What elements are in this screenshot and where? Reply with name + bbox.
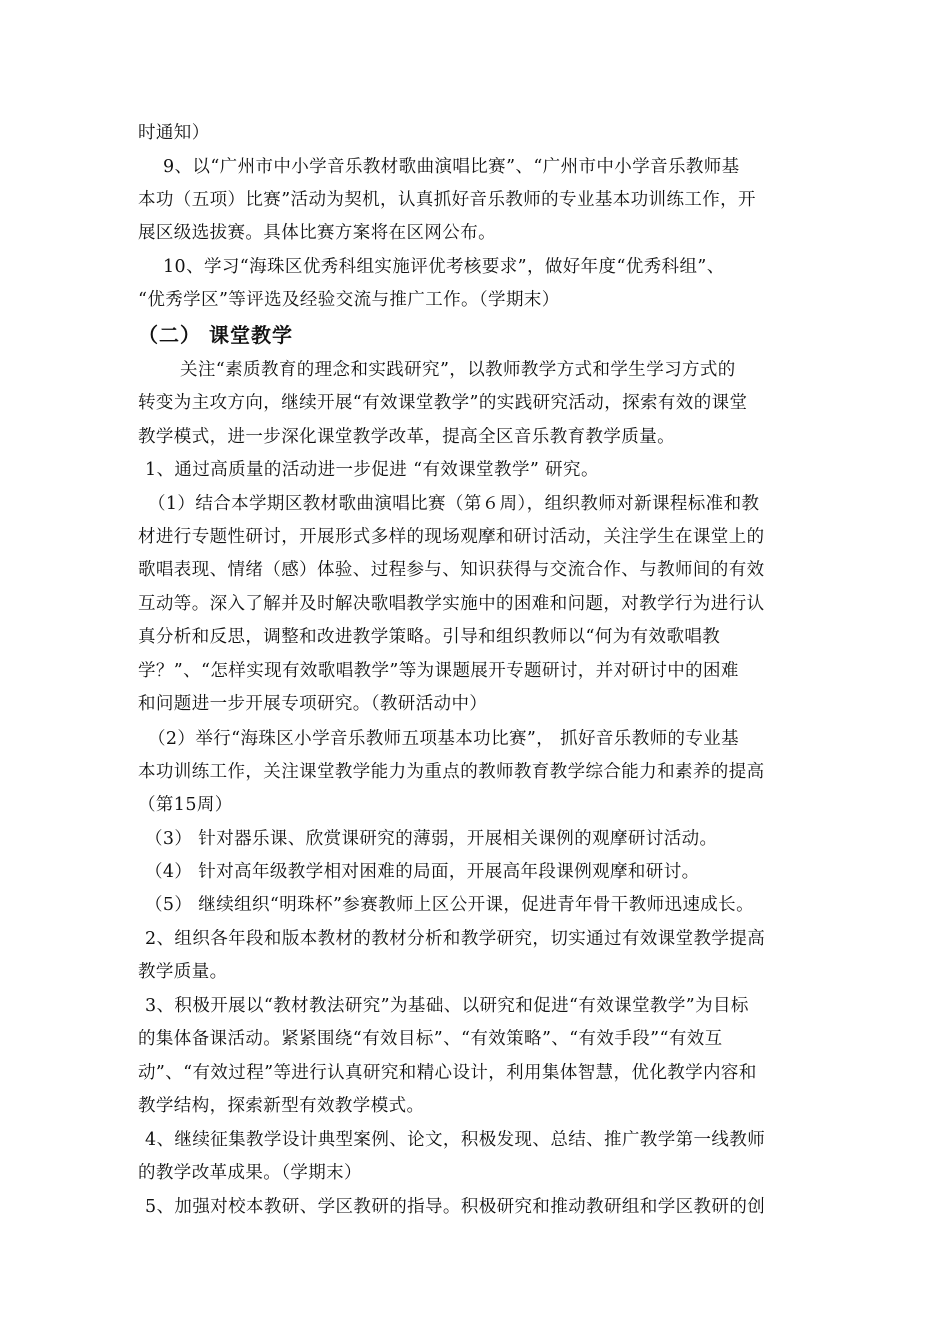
text-line: 教学模式，进一步深化课堂教学改革，提高全区音乐教育教学质量。: [138, 427, 675, 447]
text-line: 展区级选拔赛。具体比赛方案将在区网公布。: [138, 223, 496, 243]
text-line: 10、学习“海珠区优秀科组实施评优考核要求”，做好年度“优秀科组”、: [163, 257, 725, 277]
text-line: （2）举行“海珠区小学音乐教师五项基本功比赛”， 抓好音乐教师的专业基: [148, 729, 740, 749]
text-line: 1、通过高质量的活动进一步促进 “有效课堂教学” 研究。: [145, 460, 599, 480]
text-line: 9、以“广州市中小学音乐教材歌曲演唱比赛”、“广州市中小学音乐教师基: [163, 157, 740, 177]
text-line: 5、加强对校本教研、学区教研的指导。积极研究和推动教研组和学区教研的创: [145, 1197, 766, 1217]
text-line: 真分析和反思，调整和改进教学策略。引导和组织教师以“何为有效歌唱教: [138, 627, 721, 647]
text-line: （1）结合本学期区教材歌曲演唱比赛（第６周），组织教师对新课程标准和教: [148, 494, 760, 514]
text-line: 本功训练工作，关注课堂教学能力为重点的教师教育教学综合能力和素养的提高: [138, 762, 765, 782]
text-line: 关注“素质教育的理念和实践研究”，以教师教学方式和学生学习方式的: [180, 360, 736, 380]
text-line: 时通知）: [138, 123, 210, 143]
text-line: 教学质量。: [138, 962, 228, 982]
text-line: （3） 针对器乐课、欣赏课研究的薄弱，开展相关课例的观摩研讨活动。: [145, 829, 718, 849]
text-line: 的教学改革成果。（学期末）: [138, 1163, 362, 1183]
text-line: 教学结构，探索新型有效教学模式。: [138, 1096, 425, 1116]
text-line: （5） 继续组织“明珠杯”参赛教师上区公开课，促进青年骨干教师迅速成长。: [145, 895, 754, 915]
text-line: 转变为主攻方向，继续开展“有效课堂教学”的实践研究活动，探索有效的课堂: [138, 393, 748, 413]
text-line: 互动等。深入了解并及时解决歌唱教学实施中的困难和问题，对教学行为进行认: [138, 594, 765, 614]
text-line: 的集体备课活动。紧紧围绕“有效目标”、“有效策略”、“有效手段”“有效互: [138, 1029, 723, 1049]
text-line: 本功（五项）比赛”活动为契机，认真抓好音乐教师的专业基本功训练工作，开: [138, 190, 756, 210]
text-line: （第15周）: [138, 795, 233, 815]
section-heading: （二） 课堂教学: [138, 323, 293, 347]
text-line: 学？”、“怎样实现有效歌唱教学”等为课题展开专题研讨，并对研讨中的困难: [138, 661, 739, 681]
text-line: 和问题进一步开展专项研究。（教研活动中）: [138, 694, 488, 714]
text-line: （4） 针对高年级教学相对困难的局面，开展高年段课例观摩和研讨。: [145, 862, 700, 882]
text-line: “优秀学区”等评选及经验交流与推广工作。（学期末）: [138, 290, 560, 310]
text-line: 4、继续征集教学设计典型案例、论文，积极发现、总结、推广教学第一线教师: [145, 1130, 766, 1150]
text-line: 歌唱表现、情绪（感）体验、过程参与、知识获得与交流合作、与教师间的有效: [138, 560, 765, 580]
text-line: 3、积极开展以“教材教法研究”为基础、以研究和促进“有效课堂教学”为目标: [145, 996, 749, 1016]
text-line: 动”、“有效过程”等进行认真研究和精心设计，利用集体智慧，优化教学内容和: [138, 1063, 757, 1083]
text-line: 2、组织各年段和版本教材的教材分析和教学研究，切实通过有效课堂教学提高: [145, 929, 766, 949]
text-line: 材进行专题性研讨，开展形式多样的现场观摩和研讨活动，关注学生在课堂上的: [138, 527, 765, 547]
